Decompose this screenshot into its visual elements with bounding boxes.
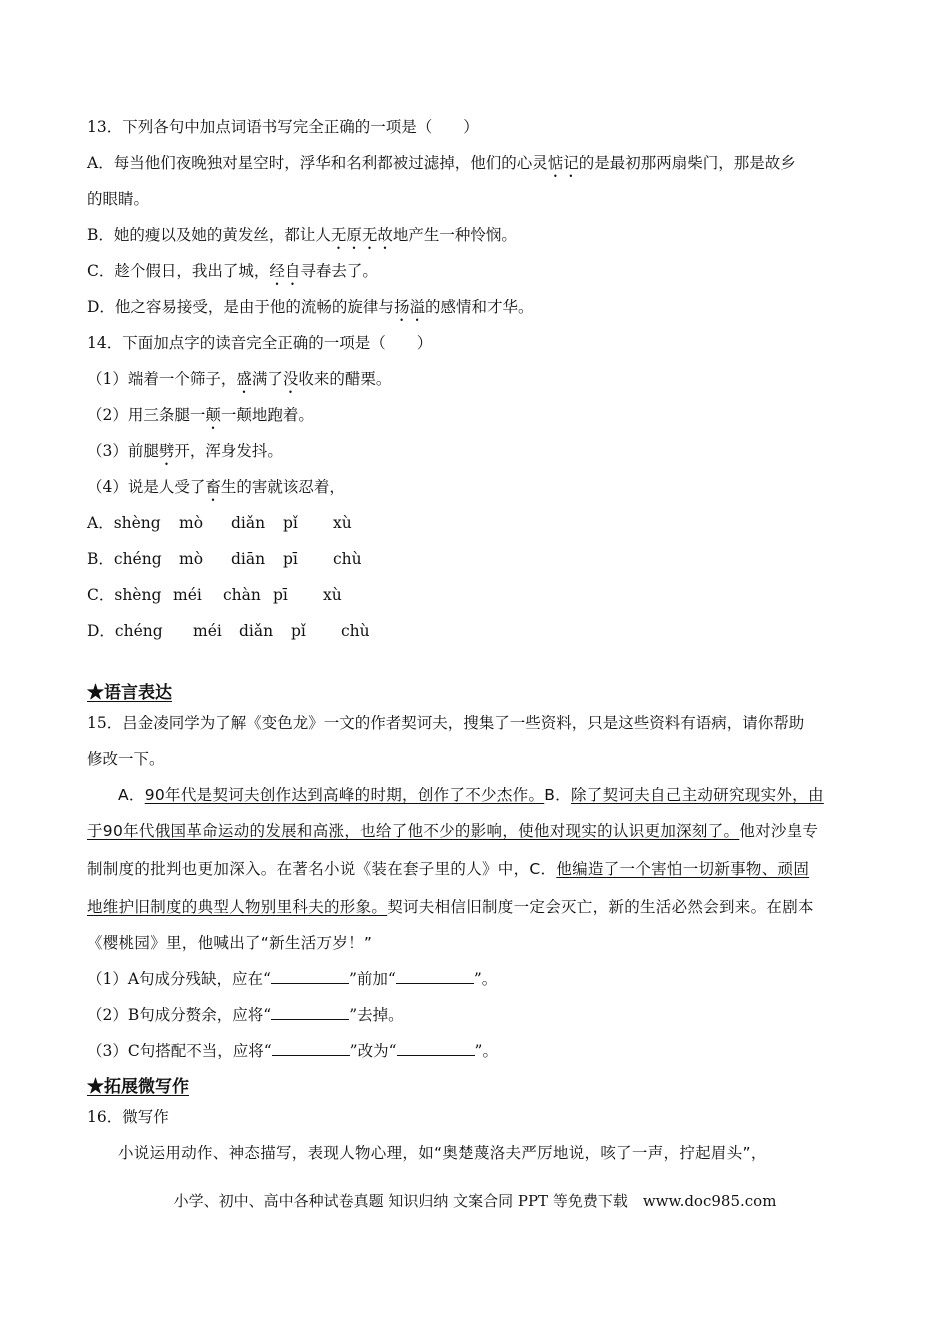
q15-sub-3: （3）C句搭配不当，应将“ ”改为“ ”。	[87, 1042, 498, 1060]
q15-sentence-c-cont: 地维护旧制度的典型人物别里科夫的形象。	[87, 898, 388, 916]
q15-passage-line-4: 地维护旧制度的典型人物别里科夫的形象。契诃夫相信旧制度一定会灭亡，新的生活必然会到来。在剧本	[87, 898, 814, 916]
q14-sentence-4	[87, 476, 345, 505]
q14-option-c: C．shèng méi chàn pī xù	[87, 586, 342, 604]
q13-c-dotted-word: 经自	[269, 262, 301, 280]
q13-option-b	[87, 224, 517, 253]
q13-d-dotted-word: 扬溢	[393, 298, 425, 316]
q13-d-text1: D．他之容易接受，是由于他的流畅的旋律与	[87, 298, 394, 316]
q15-sentence-a: 90年代是契诃夫创作达到高峰的时期，创作了不少杰作。	[144, 786, 545, 804]
q13-c-text1: C．趁个假日，我出了城，	[87, 262, 270, 280]
q14-s2-text2: 一颠地跑着。	[220, 406, 314, 424]
q15-stem: 15．吕金凌同学为了解《变色龙》一文的作者契诃夫，搜集了一些资料，只是这些资料有语病，请你帮助	[87, 714, 805, 732]
q14-stem: 14．下面加点字的读音完全正确的一项是（ ）	[87, 334, 433, 352]
answer-blank[interactable]	[271, 1005, 349, 1020]
q13-d-text2: 的感情和才华。	[424, 298, 534, 316]
q15-sub-2: （2）B句成分赘余，应将“ ”去掉。	[87, 1006, 404, 1024]
answer-blank[interactable]	[271, 969, 349, 984]
section-heading-writing: ★拓展微写作	[87, 1077, 189, 1097]
section-heading-language: ★语言表达	[87, 683, 172, 703]
q14-s1-text2: 满了	[251, 370, 283, 388]
q15-passage-line-2: 于90年代俄国革命运动的发展和高涨，也给了他不少的影响，使他对现实的认识更加深刻了。他对沙皇专	[87, 822, 819, 840]
q15-sentence-b: 除了契诃夫自己主动研究现实外，由	[570, 786, 824, 804]
q13-b-text2: 地产生一种怜悯。	[392, 226, 517, 244]
q14-s4-text1: （4）说是人受了	[87, 478, 206, 496]
q14-s1-text3: 收来的醋栗。	[298, 370, 392, 388]
q13-option-d	[87, 296, 533, 325]
q13-option-c	[87, 260, 378, 289]
q14-s1-dotted-char2: 没	[282, 370, 299, 388]
q14-sentence-2	[87, 404, 314, 433]
q14-option-d: D．chéng méi diǎn pǐ chù	[87, 622, 370, 640]
q13-c-text2: 寻春去了。	[300, 262, 378, 280]
q13-option-a-cont: 的眼睛。	[87, 190, 150, 208]
q13-option-a	[87, 152, 796, 181]
q15-sentence-c: 他编造了一个害怕一切新事物、顽固	[556, 860, 810, 878]
answer-blank[interactable]	[272, 1041, 350, 1056]
q14-s4-text2: 生的害就该忍着，	[220, 478, 345, 496]
answer-blank[interactable]	[397, 1041, 475, 1056]
q14-sentence-1	[87, 368, 391, 397]
q14-s2-dotted-char: 颠	[205, 406, 221, 424]
q15-sentence-b-cont: 于90年代俄国革命运动的发展和高涨，也给了他不少的影响，使他对现实的认识更加深刻了。	[87, 822, 740, 840]
q14-sentence-3	[87, 440, 283, 469]
q15-passage-line-1: A．90年代是契诃夫创作达到高峰的时期，创作了不少杰作。B．除了契诃夫自己主动研究现实外，由	[118, 786, 824, 804]
q14-option-b: B．chéng mò diān pī chù	[87, 550, 362, 568]
q15-passage-line-5: 《樱桃园》里，他喊出了“新生活万岁！”	[87, 934, 373, 952]
q16-paragraph: 小说运用动作、神态描写，表现人物心理，如“奥楚蔑洛夫严厉地说，咳了一声，拧起眉头”，	[118, 1144, 767, 1162]
q15-passage-line-3: 制制度的批判也更加深入。在著名小说《装在套子里的人》中，C．他编造了一个害怕一切新事物、顽固	[87, 860, 810, 878]
q13-a-text1: A．每当他们夜晚独对星空时，浮华和名利都被过滤掉，他们的心灵	[87, 154, 548, 172]
q14-s3-dotted-char: 劈	[158, 442, 175, 460]
q14-s3-text1: （3）前腿	[87, 442, 159, 460]
q14-option-a: A．shèng mò diǎn pǐ xù	[87, 514, 352, 532]
q15-sub-1: （1）A句成分残缺，应在“ ”前加“ ”。	[87, 970, 498, 988]
q13-b-dotted-word: 无原无故	[330, 226, 393, 244]
q15-stem-cont: 修改一下。	[87, 750, 165, 768]
q13-stem: 13．下列各句中加点词语书写完全正确的一项是（ ）	[87, 118, 479, 136]
q13-b-text1: B．她的瘦以及她的黄发丝，都让人	[87, 226, 331, 244]
q14-s1-dotted-char1: 盛	[236, 370, 252, 388]
q13-a-dotted-word: 惦记	[547, 154, 579, 172]
q16-stem: 16．微写作	[87, 1108, 169, 1126]
q14-s1-text1: （1）端着一个筛子，	[87, 370, 237, 388]
page-footer: 小学、初中、高中各种试卷真题 知识归纳 文案合同 PPT 等免费下载 www.doc985.com	[173, 1192, 777, 1210]
q13-a-text2: 的是最初那两扇柴门，那是故乡	[578, 154, 796, 172]
q14-s4-dotted-char: 畜	[205, 478, 221, 496]
q14-s3-text2: 开，浑身发抖。	[174, 442, 283, 460]
answer-blank[interactable]	[396, 969, 474, 984]
q14-s2-text1: （2）用三条腿一	[87, 406, 206, 424]
